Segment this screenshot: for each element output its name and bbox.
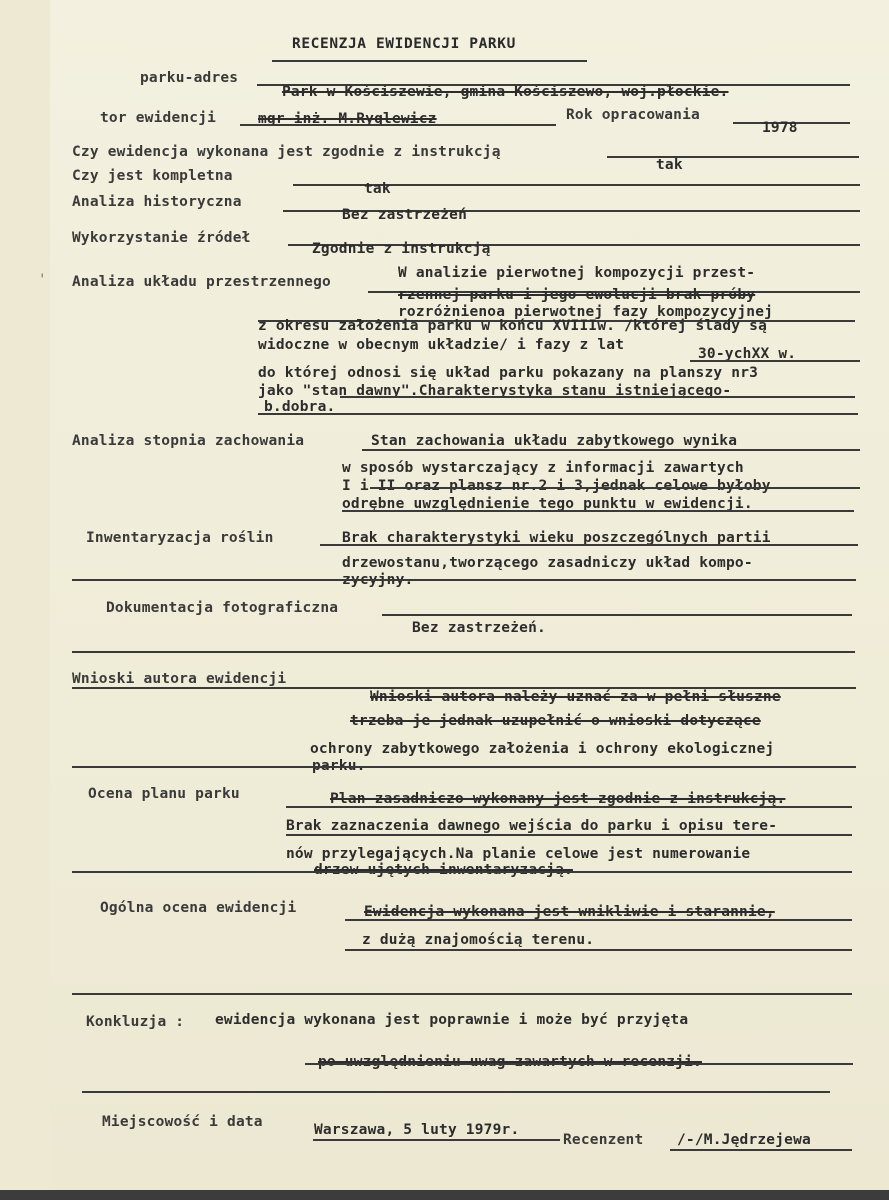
compliance-value: tak bbox=[656, 157, 683, 173]
sources-label: Wykorzystanie źródeł bbox=[72, 230, 251, 246]
park-address-value: Park w Kościszewie, gmina Kościszewo, woj.płockie. bbox=[282, 84, 729, 100]
historical-value: Bez zastrzeżeń bbox=[342, 207, 468, 223]
reviewer-label: Recenzent bbox=[563, 1132, 644, 1148]
spatial-label: Analiza układu przestrzennego bbox=[72, 274, 331, 290]
plan-rule-2 bbox=[286, 834, 852, 836]
general-label: Ogólna ocena ewidencji bbox=[100, 900, 297, 916]
preservation-line-2: w sposób wystarczający z informacji zawartych bbox=[342, 460, 744, 476]
conclusions-rule-1 bbox=[72, 687, 856, 689]
title-underline bbox=[272, 60, 587, 62]
photo-label: Dokumentacja fotograficzna bbox=[106, 600, 339, 616]
historical-label: Analiza historyczna bbox=[72, 194, 242, 210]
general-rule-3 bbox=[72, 993, 852, 995]
compliance-rule bbox=[607, 156, 859, 158]
plant-line-2: drzewostanu,tworzącego zasadniczy układ kompo- bbox=[342, 555, 753, 571]
preservation-line-3: I i II oraz plansz nr.2 i 3,jednak celowe byłoby bbox=[342, 478, 771, 494]
plant-line-1: Brak charakterystyki wieku poszczególnych partii bbox=[342, 530, 771, 546]
preservation-line-1: Stan zachowania układu zabytkowego wynika bbox=[371, 433, 738, 449]
plant-rule-2 bbox=[72, 579, 856, 581]
preservation-rule-1 bbox=[362, 449, 860, 451]
year-value: 1978 bbox=[762, 120, 798, 136]
plan-label: Ocena planu parku bbox=[88, 786, 240, 802]
plan-line-3: nów przylegających.Na planie celowe jest numerowanie bbox=[286, 846, 751, 862]
conclusions-line-3: ochrony zabytkowego założenia i ochrony ekologicznej bbox=[310, 741, 775, 757]
plan-line-2: Brak zaznaczenia dawnego wejścia do parku i opisu tere- bbox=[286, 818, 778, 834]
author-rule bbox=[240, 124, 556, 126]
conclusion-rule-2 bbox=[82, 1091, 830, 1093]
place-date-value: Warszawa, 5 luty 1979r. bbox=[314, 1122, 520, 1138]
plan-rule-3 bbox=[72, 871, 852, 873]
spatial-line-6: 30-ychXX w. bbox=[698, 346, 797, 362]
plant-rule-1 bbox=[320, 544, 858, 546]
spatial-rule-4 bbox=[340, 396, 855, 398]
general-line-1: Ewidencja wykonana jest wnikliwie i starannie, bbox=[364, 904, 775, 920]
left-margin-strip bbox=[0, 0, 50, 1190]
spatial-line-8: jako "stan dawny".Charakterystyka stanu istniejącego- bbox=[258, 383, 732, 399]
scan-bottom-edge bbox=[0, 1190, 889, 1200]
spatial-line-7: do której odnosi się układ parku pokazany na planszy nr3 bbox=[258, 365, 759, 381]
plan-rule-1 bbox=[286, 806, 852, 808]
sources-value: Zgodnie z instrukcją bbox=[312, 241, 491, 257]
conclusions-line-2: trzeba je jednak uzupełnić o wnioski dotyczące bbox=[350, 713, 761, 729]
author-label: tor ewidencji bbox=[100, 110, 217, 126]
photo-value: Bez zastrzeżeń. bbox=[412, 620, 546, 636]
photo-rule-2 bbox=[72, 651, 855, 653]
plant-label: Inwentaryzacja roślin bbox=[86, 530, 274, 546]
general-rule-1 bbox=[345, 919, 852, 921]
plan-line-1: Plan zasadniczo wykonany jest zgodnie z instrukcją. bbox=[330, 791, 786, 807]
spatial-line-9: b.dobra. bbox=[264, 399, 336, 415]
year-label: Rok opracowania bbox=[566, 107, 700, 123]
preservation-rule-3 bbox=[342, 510, 854, 512]
complete-value: tak bbox=[364, 181, 391, 197]
compliance-label: Czy ewidencja wykonana jest zgodnie z instrukcją bbox=[72, 144, 501, 160]
plant-line-3: zycyjny. bbox=[342, 572, 414, 588]
conclusions-line-1: Wnioski autora należy uznać za w pełni słuszne bbox=[370, 689, 781, 705]
preservation-rule-2 bbox=[370, 487, 860, 489]
photo-rule-1 bbox=[382, 614, 852, 616]
spatial-line-1: W analizie pierwotnej kompozycji przest- bbox=[398, 265, 756, 281]
conclusion-label: Konkluzja : bbox=[86, 1014, 185, 1030]
preservation-line-4: odrębne uwzględnienie tego punktu w ewidencji. bbox=[342, 496, 753, 512]
reviewer-value: /-/M.Jędrzejewa bbox=[677, 1132, 811, 1148]
reviewer-rule bbox=[670, 1149, 852, 1151]
spatial-line-5: widoczne w obecnym układzie/ i fazy z lat bbox=[258, 337, 625, 353]
spatial-line-4: z okresu założenia parku w końcu XVIIIw. /której ślady są bbox=[258, 318, 767, 334]
place-date-rule bbox=[313, 1139, 560, 1141]
conclusions-line-4: parku. bbox=[312, 758, 366, 774]
conclusions-label: Wnioski autora ewidencji bbox=[72, 671, 287, 687]
spatial-rule-5 bbox=[258, 413, 858, 415]
place-date-label: Miejscowość i data bbox=[102, 1114, 263, 1130]
preservation-label: Analiza stopnia zachowania bbox=[72, 433, 305, 449]
author-value: mgr inż. M.Ryglewicz bbox=[258, 111, 437, 127]
general-rule-2 bbox=[345, 949, 852, 951]
spatial-line-2: rzennej parku i jego ewolucji brak próby bbox=[398, 287, 756, 303]
conclusion-text-2: po uwzględnieniu uwag zawartych w recenzji. bbox=[318, 1054, 702, 1070]
park-address-label: parku-adres bbox=[140, 70, 239, 86]
conclusion-rule-1 bbox=[305, 1063, 853, 1065]
spatial-line-3: rozróżnienoa pierwotnej fazy kompozycyjnej bbox=[398, 304, 774, 320]
page-title: RECENZJA EWIDENCJI PARKU bbox=[292, 36, 516, 52]
plan-line-4: drzew ujętych inwentaryzacją. bbox=[314, 862, 573, 878]
spatial-rule-3 bbox=[690, 360, 860, 362]
conclusion-text: ewidencja wykonana jest poprawnie i może być przyjęta bbox=[215, 1012, 689, 1028]
general-line-2: z dużą znajomością terenu. bbox=[362, 932, 595, 948]
park-address-rule bbox=[257, 84, 850, 86]
complete-label: Czy jest kompletna bbox=[72, 168, 233, 184]
conclusions-rule-2 bbox=[72, 766, 856, 768]
margin-mark: ' bbox=[38, 272, 47, 288]
